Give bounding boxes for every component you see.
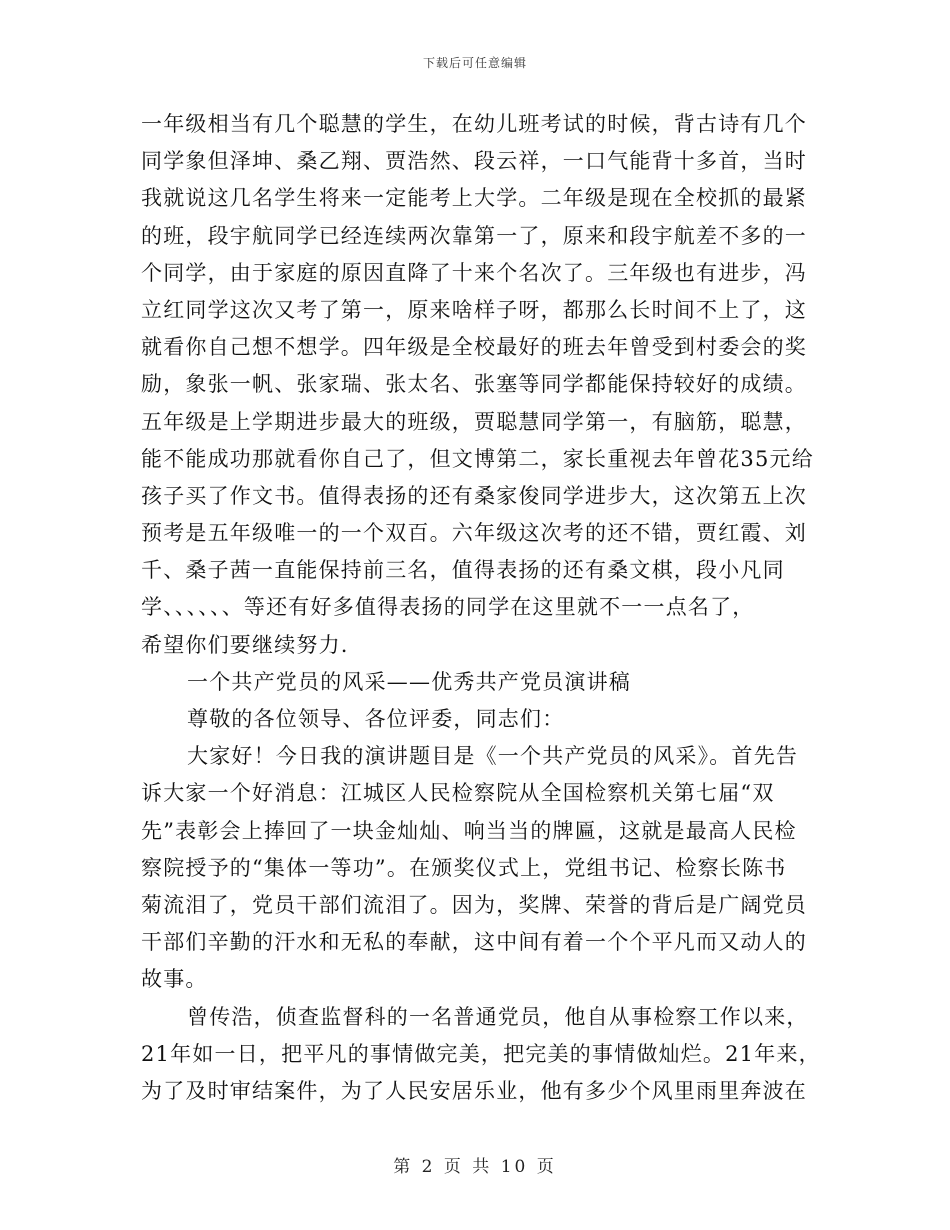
text-line: 菊流泪了，党员干部们流泪了。因为，奖牌、荣誉的背后是广阔党员 <box>141 892 807 917</box>
text-line: 我就说这几名学生将来一定能考上大学。二年级是现在全校抓的最紧 <box>141 186 807 211</box>
text-line: 预考是五年级唯一的一个双百。六年级这次考的还不错，贾红霞、刘 <box>141 521 807 546</box>
text-line: 励，象张一帆、张家瑞、张太名、张塞等同学都能保持较好的成绩。 <box>141 372 807 397</box>
text-line: 个同学，由于家庭的原因直降了十来个名次了。三年级也有进步，冯 <box>141 260 807 285</box>
page-number-footer: 第 2 页 共 10 页 <box>393 1157 557 1177</box>
text-line: 为了及时审结案件，为了人民安居乐业，他有多少个风里雨里奔波在 <box>141 1078 807 1103</box>
text-line: 千、桑子茜一直能保持前三名，值得表扬的还有桑文棋，段小凡同 <box>141 558 785 583</box>
text-line: 就看你自己想不想学。四年级是全校最好的班去年曾受到村委会的奖 <box>141 335 807 360</box>
text-line: 21年如一日，把平凡的事情做完美，把完美的事情做灿烂。21年来， <box>141 1041 821 1066</box>
text-line: 一个共产党员的风采——优秀共产党员演讲稿 <box>187 669 631 694</box>
text-line: 学、、、、、、等还有好多值得表扬的同学在这里就不一一点名了， <box>141 595 755 620</box>
text-line: 孩子买了作文书。值得表扬的还有桑家俊同学进步大，这次第五上次 <box>141 483 807 508</box>
document-body <box>141 106 821 1110</box>
text-line: 尊敬的各位领导、各位评委，同志们： <box>187 707 565 731</box>
text-line: 大家好！今日我的演讲题目是《一个共产党员的风采》。首先告 <box>187 744 799 769</box>
text-line: 干部们辛勤的汗水和无私的奉献，这中间有着一个个平凡而又动人的 <box>141 930 807 955</box>
text-line: 先”表彰会上捧回了一块金灿灿、响当当的牌匾，这就是最高人民检 <box>141 818 797 843</box>
text-line: 曾传浩，侦查监督科的一名普通党员，他自从事检察工作以来， <box>187 1004 809 1029</box>
text-line: 诉大家一个好消息：江城区人民检察院从全国检察机关第七届“双 <box>141 781 775 806</box>
text-line: 希望你们要继续努力. <box>141 632 349 657</box>
text-line: 一年级相当有几个聪慧的学生，在幼儿班考试的时候，背古诗有几个 <box>141 112 807 136</box>
text-line: 的班，段宇航同学已经连续两次靠第一了，原来和段宇航差不多的一 <box>141 223 807 248</box>
text-line: 立红同学这次又考了第一，原来啥样子呀，都那么长时间不上了，这 <box>141 297 807 322</box>
text-line: 察院授予的“集体一等功”。在颁奖仪式上，党组书记、检察长陈书 <box>141 855 787 880</box>
page-header-note: 下载后可任意编辑 <box>422 56 527 70</box>
text-line: 同学象但泽坤、桑乙翔、贾浩然、段云祥，一口气能背十多首，当时 <box>141 149 807 174</box>
text-line: 五年级是上学期进步最大的班级，贾聪慧同学第一，有脑筋，聪慧， <box>141 409 807 434</box>
text-line: 能不能成功那就看你自己了，但文博第二，家长重视去年曾花35元给 <box>141 446 814 471</box>
text-line: 故事。 <box>141 967 208 992</box>
